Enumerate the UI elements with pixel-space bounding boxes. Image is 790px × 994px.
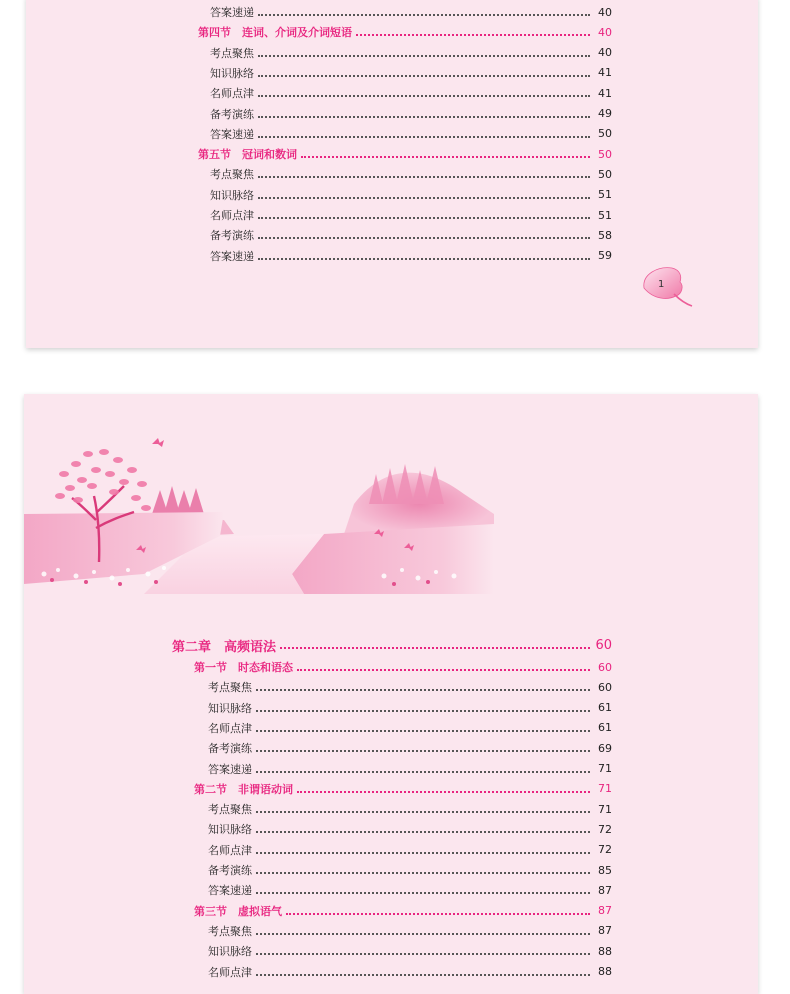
toc-section-row[interactable] [194,903,612,919]
toc-item-row[interactable] [208,740,612,756]
dot-leader [256,892,590,894]
toc-entry-title: 备考演练 [208,864,252,877]
toc-entry-title: 名师点津 [208,965,252,979]
toc-item-row[interactable] [208,923,612,939]
toc-page-number: 60 [598,660,612,674]
toc-item-row[interactable] [208,842,612,858]
toc-item-row[interactable] [210,45,612,61]
toc-page-number: 50 [598,167,612,181]
toc-page-number: 40 [598,46,612,60]
dot-leader [256,974,590,976]
toc-page-number: 85 [598,863,612,877]
toc-item-row[interactable] [208,943,612,959]
dot-leader [256,831,590,833]
toc-entry-title: 名师点津 [210,87,254,101]
toc-entry-title: 考点聚焦 [208,924,252,938]
toc-item-row[interactable] [208,964,612,980]
toc-entry-title: 知识脉络 [208,701,252,715]
dot-leader [301,156,590,158]
dot-leader [258,237,590,239]
toc-entry-title: 备考演练 [210,229,254,243]
toc-page-number: 50 [598,127,612,141]
toc-entry-title: 名师点津 [208,721,252,735]
toc-section-row[interactable] [198,146,612,162]
toc-item-row[interactable] [208,720,612,736]
toc-item-row[interactable] [210,207,612,223]
toc-page-number: 51 [598,188,612,202]
toc-item-row[interactable] [210,227,612,243]
toc-page-number: 87 [598,883,612,897]
toc-page-number: 41 [598,66,612,80]
dot-leader [258,116,590,118]
toc-entry-title: 考点聚焦 [208,803,252,817]
toc-page-number: 72 [598,822,612,836]
toc-page-number: 87 [598,924,612,938]
toc-item-row[interactable] [208,700,612,716]
dot-leader [286,913,590,915]
toc-item-row[interactable] [208,679,612,695]
toc-page-number: 88 [598,944,612,958]
toc-item-row[interactable] [210,166,612,182]
toc-page-number: 71 [598,802,612,816]
toc-item-row[interactable] [210,106,612,122]
toc-page-number: 69 [598,741,612,755]
ginkgo-leaf-icon [636,264,696,314]
toc-page-number: 49 [598,107,612,120]
dot-leader [256,710,590,712]
toc-item-row[interactable] [210,85,612,101]
dot-leader [258,75,590,77]
toc-entry-title: 知识脉络 [208,945,252,959]
toc-page-2 [24,394,758,994]
toc-page-number: 40 [598,25,612,39]
toc-item-row[interactable] [210,187,612,203]
page-number: 1 [658,279,665,290]
toc-entry-title: 考点聚焦 [210,46,254,60]
toc-entry-title: 第一节 时态和语态 [194,661,293,674]
dot-leader [297,791,590,793]
toc-page-number: 61 [598,721,612,735]
toc-page-number: 60 [595,637,612,653]
toc-item-row[interactable] [208,882,612,898]
toc-item-row[interactable] [210,65,612,81]
toc-entry-title: 知识脉络 [208,823,252,837]
dot-leader [258,258,590,260]
toc-item-row[interactable] [210,126,612,142]
toc-page-number: 41 [598,86,612,100]
toc-page-number: 87 [598,904,612,918]
dot-leader [256,750,590,752]
dot-leader [258,197,590,199]
dot-leader [256,852,590,854]
toc-entry-title: 第二章 高频语法 [172,639,277,655]
dot-leader [256,933,590,935]
toc-entry-title: 第五节 冠词和数词 [198,148,297,162]
toc-entry-title: 第二节 非谓语动词 [194,782,293,796]
toc-entry-title: 答案速递 [210,6,254,19]
toc-page-number: 71 [598,762,612,775]
dot-leader [258,95,590,97]
toc-section-row[interactable] [198,24,612,40]
toc-page-number: 61 [598,701,612,715]
dot-leader [280,647,590,649]
dot-leader [256,689,590,691]
toc-section-row[interactable] [194,659,612,675]
toc-entry-title: 备考演练 [210,107,254,121]
toc-item-row[interactable] [208,862,612,878]
toc-entry-title: 答案速递 [210,127,254,141]
dot-leader [356,34,590,36]
dot-leader [256,771,590,773]
toc-entry-title: 第四节 连词、介词及介词短语 [198,26,352,40]
toc-item-row[interactable] [208,801,612,817]
toc-item-row[interactable] [208,821,612,837]
toc-section-row[interactable] [194,781,612,797]
toc-page-1 [26,0,758,348]
dot-leader [256,953,590,955]
toc-entry-title: 知识脉络 [210,66,254,80]
toc-entry-title: 第三节 虚拟语气 [194,904,282,918]
dot-leader [258,176,590,178]
toc-page-number: 72 [598,843,612,857]
toc-entry-title: 答案速递 [208,884,252,898]
toc-page-number: 88 [598,965,612,978]
dot-leader [256,730,590,732]
dot-leader [258,136,590,138]
toc-page-number: 58 [598,228,612,242]
toc-page-number: 59 [598,249,612,263]
toc-entry-title: 答案速递 [210,249,254,263]
toc-entry-title: 考点聚焦 [208,681,252,695]
toc-item-row[interactable] [210,4,612,20]
toc-entry-title: 知识脉络 [210,188,254,202]
toc-page-number: 60 [598,680,612,694]
toc-page-number: 40 [598,5,612,19]
dot-leader [258,14,590,16]
toc-item-row[interactable] [210,248,612,264]
toc-entry-title: 答案速递 [208,762,252,776]
toc-chapter-row[interactable] [172,635,612,655]
toc-entry-title: 备考演练 [208,742,252,756]
toc-page-number: 71 [598,782,612,796]
toc-entry-title: 名师点津 [210,209,254,222]
dot-leader [297,669,590,671]
toc-item-row[interactable] [208,761,612,777]
landscape-illustration [24,424,494,594]
dot-leader [256,872,590,874]
dot-leader [256,811,590,813]
dot-leader [258,55,590,57]
toc-page-number: 50 [598,147,612,161]
dot-leader [258,217,590,219]
toc-entry-title: 考点聚焦 [210,168,254,182]
toc-page-number: 51 [598,208,612,222]
toc-entry-title: 名师点津 [208,843,252,857]
